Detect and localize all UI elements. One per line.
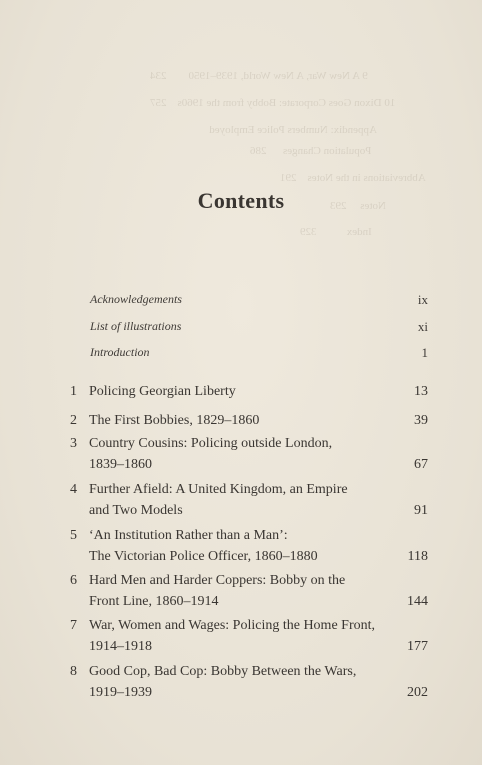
chapter-number: 7: [70, 618, 77, 633]
page-title: Contents: [197, 188, 285, 213]
show-through-text: 10 Dixon Goes Corporate: Bobby from the 1960s 257: [150, 97, 396, 109]
chapter-title: [89, 525, 379, 567]
chapter-number: 3: [70, 436, 77, 451]
chapter-page: 118: [407, 549, 428, 564]
chapter-title: [89, 479, 379, 521]
show-through-text: Notes 293: [330, 200, 386, 212]
chapter-number: 6: [70, 573, 77, 588]
chapter-title-line: Country Cousins: Policing outside London,: [89, 436, 333, 451]
chapter-title-line: Front Line, 1860–1914: [89, 594, 219, 609]
chapter-title-line: Policing Georgian Liberty: [89, 384, 236, 399]
front-matter-item: [90, 345, 430, 360]
chapter-title: [89, 615, 379, 657]
chapter-title: [89, 381, 379, 402]
chapter-title-line: Further Afield: A United Kingdom, an Empire: [89, 482, 348, 497]
chapter-title: [89, 433, 379, 475]
front-matter-title: Introduction: [90, 345, 150, 359]
chapter-title-line: 1919–1939: [89, 685, 152, 700]
show-through-text: Index 329: [300, 226, 372, 238]
chapter-page: 177: [407, 639, 428, 654]
chapter-title-line: War, Women and Wages: Policing the Home Front,: [89, 618, 375, 633]
chapter-number: 4: [70, 482, 77, 497]
chapter-title: [89, 410, 379, 431]
chapter-number: 5: [70, 528, 77, 543]
chapter-title-line: Hard Men and Harder Coppers: Bobby on the: [89, 573, 346, 588]
chapter-number: 2: [70, 413, 77, 428]
show-through-text: Appendix: Numbers Police Employed: [190, 124, 377, 136]
chapter-title-line: The Victorian Police Officer, 1860–1880: [89, 549, 318, 564]
chapter-title-line: 1839–1860: [89, 457, 152, 472]
chapter-number: 1: [70, 384, 77, 399]
chapter-title-line: and Two Models: [89, 503, 183, 518]
front-matter-page: xi: [417, 319, 428, 334]
chapter-title: [89, 661, 379, 703]
chapter-title-line: Good Cop, Bad Cop: Bobby Between the Wars,: [89, 664, 357, 679]
front-matter-page: ix: [417, 292, 428, 307]
front-matter-item: [90, 292, 430, 307]
chapter-page: 13: [414, 384, 428, 399]
chapter-title-line: ‘An Institution Rather than a Man’:: [89, 528, 288, 543]
chapter-page: 202: [407, 685, 428, 700]
chapter-title-line: 1914–1918: [89, 639, 152, 654]
front-matter-item: [90, 319, 430, 334]
chapter-page: 39: [414, 413, 428, 428]
chapter-page: 91: [414, 503, 428, 518]
show-through-text: Abbreviations in the Notes 291: [280, 172, 426, 184]
chapter-number: 8: [70, 664, 77, 679]
front-matter-title: Acknowledgements: [90, 292, 182, 306]
front-matter-title: List of illustrations: [90, 319, 182, 333]
chapter-page: 144: [407, 594, 428, 609]
chapter-page: 67: [414, 457, 428, 472]
show-through-text: 9 A New War, A New World, 1939–1950 234: [150, 70, 368, 82]
front-matter-page: 1: [421, 345, 428, 360]
show-through-text: Population Changes 286: [250, 145, 372, 157]
chapter-title-line: The First Bobbies, 1829–1860: [89, 413, 260, 428]
chapter-title: [89, 570, 379, 612]
